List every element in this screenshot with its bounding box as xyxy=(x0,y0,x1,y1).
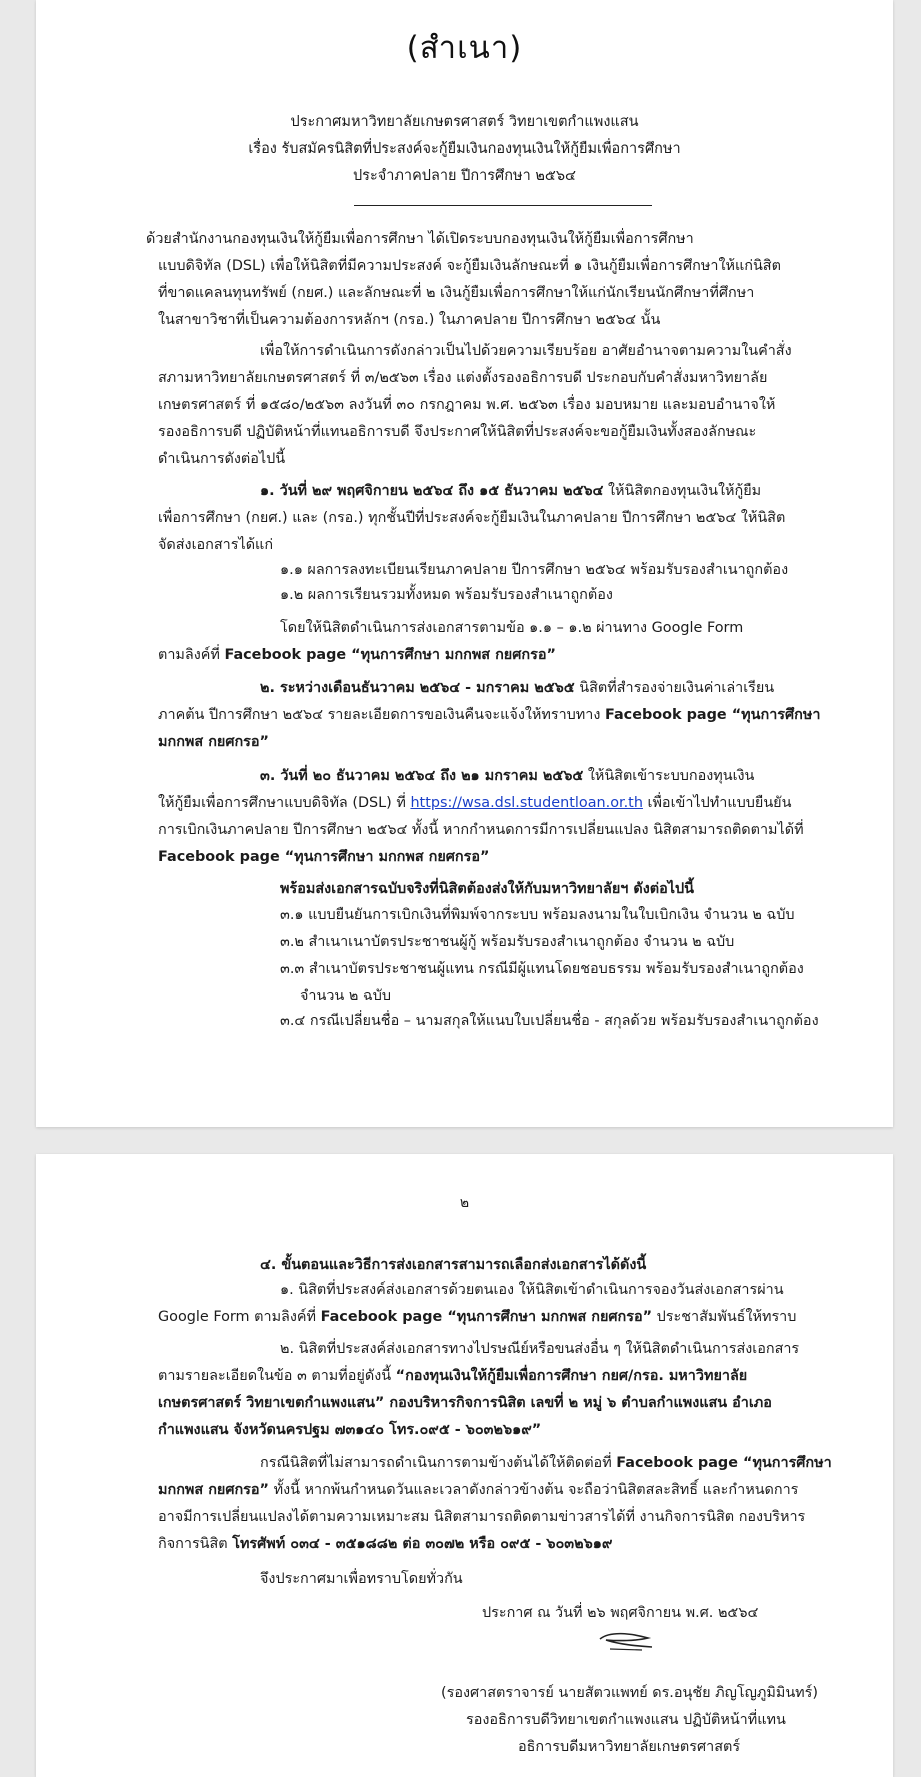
contact-line xyxy=(158,1531,612,1558)
signer-title: รองอธิการบดีวิทยาเขตกำแพงแสน ปฏิบัติหน้าที่แทน xyxy=(466,1712,786,1728)
authority-line: รองอธิการบดี ปฏิบัติหน้าที่แทนอธิการบดี จึงประกาศให้นิสิตที่ประสงค์จะขอกู้ยืมเงินทั้งสองลักษณะ xyxy=(158,424,757,440)
signer-name: (รองศาสตราจารย์ นายสัตวแพทย์ ดร.อนุชัย ภิญโญภูมิมินทร์) xyxy=(441,1685,818,1701)
copy-stamp: (สำเนา) xyxy=(406,30,523,66)
authority-line: ดำเนินการดังต่อไปนี้ xyxy=(158,451,286,467)
intro-line: แบบดิจิทัล (DSL) เพื่อให้นิสิตที่มีความประสงค์ จะกู้ยืมเงินลักษณะที่ ๑ เงินกู้ยืมเพื่อการศึกษาให้แก่นิสิต xyxy=(158,258,781,274)
item-4-title: ๔. ขั้นตอนและวิธีการส่งเอกสารสามารถเลือกส่งเอกสารได้ดังนี้ xyxy=(260,1257,647,1273)
announcement-term: ประจำภาคปลาย ปีการศึกษา ๒๕๖๔ xyxy=(352,168,577,184)
dsl-link[interactable]: https://wsa.dsl.studentloan.or.th xyxy=(410,795,643,811)
facebook-page-ref: มกกพส กยศกรอ” xyxy=(158,1482,270,1498)
item-3-line-text: เพื่อเข้าไปทำแบบยืนยัน xyxy=(642,795,792,811)
item-4-p2-prefix: ตามรายละเอียดในข้อ ๓ ตามที่อยู่ดังนี้ xyxy=(158,1368,396,1384)
authority-line: สภามหาวิทยาลัยเกษตรศาสตร์ ที่ ๓/๒๕๖๓ เรื่อง แต่งตั้งรองอธิการบดี ประกอบกับคำสั่งมหาวิทยาลัย xyxy=(158,370,768,386)
closing-statement: จึงประกาศมาเพื่อทราบโดยทั่วกัน xyxy=(260,1571,463,1587)
facebook-page-ref: มกกพส กยศกรอ” xyxy=(158,734,270,750)
document-page-1 xyxy=(36,0,893,1127)
item-4-p1-cont xyxy=(158,1304,796,1331)
announcement-date: ประกาศ ณ วันที่ ๒๖ พฤศจิกายน พ.ศ. ๒๕๖๔ xyxy=(482,1605,759,1621)
contact-text: กิจการนิสิต xyxy=(158,1536,233,1552)
item-2-line-text: ภาคต้น ปีการศึกษา ๒๕๖๔ รายละเอียดการขอเงินคืนจะแจ้งให้ทราบทาง xyxy=(158,707,605,723)
page-number: ๒ xyxy=(459,1195,470,1211)
item-1-line: เพื่อการศึกษา (กยศ.) และ (กรอ.) ทุกชั้นปีที่ประสงค์จะกู้ยืมเงินในภาคปลาย ปีการศึกษา ๒๕๖๔ ให้นิสิต xyxy=(158,510,786,526)
contact-line: อาจมีการเปลี่ยนแปลงได้ตามความเหมาะสม นิสิตสามารถติดตามข่าวสารได้ที่ งานกิจการนิสิต กองบริหาร xyxy=(158,1509,806,1525)
facebook-page-ref: Facebook page “ทุนการศึกษา มกกพส กยศกรอ” xyxy=(320,1309,653,1325)
facebook-page-ref: Facebook page “ทุนการศึกษา มกกพส กยศกรอ” xyxy=(158,849,490,865)
announcement-subject: เรื่อง รับสมัครนิสิตที่ประสงค์จะกู้ยืมเงินกองทุนเงินให้กู้ยืมเพื่อการศึกษา xyxy=(248,141,681,157)
item-3-doc-3: ๓.๓ สำเนาบัตรประชาชนผู้แทน กรณีมีผู้แทนโดยชอบธรรม พร้อมรับรองสำเนาถูกต้อง xyxy=(280,961,804,977)
contact-text: ทั้งนี้ หากพ้นกำหนดวันและเวลาดังกล่าวข้างต้น จะถือว่านิสิตสละสิทธิ์ และกำหนดการ xyxy=(269,1482,799,1498)
intro-line: ที่ขาดแคลนทุนทรัพย์ (กยศ.) และลักษณะที่ ๒ เงินกู้ยืมเพื่อการศึกษาให้แก่นักเรียนนักศึกษาที่ศึกษา xyxy=(158,285,755,301)
item-3-date: ๓. วันที่ ๒๐ ธันวาคม ๒๕๖๔ ถึง ๒๑ มกราคม ๒๕๖๕ xyxy=(260,768,584,784)
item-4-p1-prefix: Google Form ตามลิงค์ที่ xyxy=(158,1309,321,1325)
item-2-line xyxy=(158,702,820,729)
item-3-docs-title: พร้อมส่งเอกสารฉบับจริงที่นิสิตต้องส่งให้กับมหาวิทยาลัยฯ ดังต่อไปนี้ xyxy=(280,881,694,897)
signer-title: อธิการบดีมหาวิทยาลัยเกษตรศาสตร์ xyxy=(518,1739,741,1755)
item-3-doc-2: ๓.๒ สำเนาเนาบัตรประชาชนผู้กู้ พร้อมรับรองสำเนาถูกต้อง จำนวน ๒ ฉบับ xyxy=(280,934,735,950)
document-page-2 xyxy=(36,1154,893,1777)
mailing-address: “กองทุนเงินให้กู้ยืมเพื่อการศึกษา กยศ/กรอ. มหาวิทยาลัย xyxy=(395,1368,748,1384)
item-3-doc-4: ๓.๔ กรณีเปลี่ยนชื่อ – นามสกุลให้แนบใบเปลี่ยนชื่อ - สกุลด้วย พร้อมรับรองสำเนาถูกต้อง xyxy=(280,1013,819,1029)
item-2-heading xyxy=(260,675,774,702)
item-3-doc-3-cont: จำนวน ๒ ฉบับ xyxy=(300,988,391,1004)
mailing-address-line: กำแพงแสน จังหวัดนครปฐม ๗๓๑๔๐ โทร.๐๙๕ - ๖๐๓๒๖๑๙” xyxy=(158,1422,542,1438)
item-3-line xyxy=(158,790,791,817)
item-3-line: การเบิกเงินภาคปลาย ปีการศึกษา ๒๕๖๔ ทั้งนี้ หากกำหนดการมีการเปลี่ยนแปลง นิสิตสามารถติดตามได้ที่ xyxy=(158,822,804,838)
item-1-date: ๑. วันที่ ๒๙ พฤศจิกายน ๒๕๖๔ ถึง ๑๕ ธันวาคม ๒๕๖๔ xyxy=(260,483,604,499)
mailing-address-line: เกษตรศาสตร์ วิทยาเขตกำแพงแสน” กองบริหารกิจการนิสิต เลขที่ ๒ หมู่ ๖ ตำบลกำแพงแสน อำเภอ xyxy=(158,1395,772,1411)
item-3-doc-1: ๓.๑ แบบยืนยันการเบิกเงินที่พิมพ์จากระบบ พร้อมลงนามในใบเบิกเงิน จำนวน ๒ ฉบับ xyxy=(280,907,795,923)
item-1-note-2 xyxy=(158,642,556,669)
item-1-sub-2: ๑.๒ ผลการเรียนรวมทั้งหมด พร้อมรับรองสำเนาถูกต้อง xyxy=(280,587,613,603)
item-3-text: ให้นิสิตเข้าระบบกองทุนเงิน xyxy=(583,768,755,784)
item-3-heading xyxy=(260,763,754,790)
item-1-text: ให้นิสิตกองทุนเงินให้กู้ยืม xyxy=(603,483,762,499)
item-2-text: นิสิตที่สำรองจ่ายเงินค่าเล่าเรียน xyxy=(574,680,775,696)
item-1-note: โดยให้นิสิตดำเนินการส่งเอกสารตามข้อ ๑.๑ – ๑.๒ ผ่านทาง Google Form xyxy=(280,620,744,636)
contact-text: กรณีนิสิตที่ไม่สามารถดำเนินการตามข้างต้นได้ให้ติดต่อที่ xyxy=(260,1455,617,1471)
authority-line: เกษตรศาสตร์ ที่ ๑๕๘๐/๒๕๖๓ ลงวันที่ ๓๐ กรกฎาคม พ.ศ. ๒๕๖๓ เรื่อง มอบหมาย และมอบอำนาจให้ xyxy=(158,397,776,413)
item-1-heading xyxy=(260,478,761,505)
facebook-page-ref: Facebook page “ทุนการศึกษา มกกพส กยศกรอ” xyxy=(224,647,556,663)
announcement-header-line1: ประกาศมหาวิทยาลัยเกษตรศาสตร์ วิทยาเขตกำแพงแสน xyxy=(290,114,639,130)
facebook-page-ref: Facebook page “ทุนการศึกษา xyxy=(616,1455,832,1471)
item-4-p2: ๒. นิสิตที่ประสงค์ส่งเอกสารทางไปรษณีย์หรือขนส่งอื่น ๆ ให้นิสิตดำเนินการส่งเอกสาร xyxy=(280,1341,800,1357)
item-4-p1: ๑. นิสิตที่ประสงค์ส่งเอกสารด้วยตนเอง ให้นิสิตเข้าดำเนินการจองวันส่งเอกสารผ่าน xyxy=(280,1282,784,1298)
contact-line xyxy=(260,1450,832,1477)
authority-line: เพื่อให้การดำเนินการดังกล่าวเป็นไปด้วยความเรียบร้อย อาศัยอำนาจตามความในคำสั่ง xyxy=(260,343,792,359)
item-1-sub-1: ๑.๑ ผลการลงทะเบียนเรียนภาคปลาย ปีการศึกษา ๒๕๖๔ พร้อมรับรองสำเนาถูกต้อง xyxy=(280,562,789,578)
intro-line: ด้วยสำนักงานกองทุนเงินให้กู้ยืมเพื่อการศึกษา ได้เปิดระบบกองทุนเงินให้กู้ยืมเพื่อการศึกษา xyxy=(146,231,694,247)
item-4-p1-suffix: ประชาสัมพันธ์ให้ทราบ xyxy=(652,1309,797,1325)
contact-line xyxy=(158,1477,798,1504)
signature-mark xyxy=(596,1629,656,1653)
contact-phone: โทรศัพท์ ๐๓๔ - ๓๕๑๘๘๒ ต่อ ๓๐๗๒ หรือ ๐๙๕ - ๖๐๓๒๖๑๙ xyxy=(232,1536,613,1552)
intro-line: ในสาขาวิชาที่เป็นความต้องการหลักฯ (กรอ.) ในภาคปลาย ปีการศึกษา ๒๕๖๔ นั้น xyxy=(158,312,661,328)
item-2-date: ๒. ระหว่างเดือนธันวาคม ๒๕๖๔ - มกราคม ๒๕๖๕ xyxy=(260,680,575,696)
item-3-line-text: ให้กู้ยืมเพื่อการศึกษาแบบดิจิทัล (DSL) ที่ xyxy=(158,795,411,811)
item-4-p2-cont xyxy=(158,1363,747,1390)
item-1-line: จัดส่งเอกสารได้แก่ xyxy=(158,537,274,553)
header-divider xyxy=(354,205,652,206)
facebook-page-ref: Facebook page “ทุนการศึกษา xyxy=(604,707,821,723)
item-1-note-prefix: ตามลิงค์ที่ xyxy=(158,647,225,663)
